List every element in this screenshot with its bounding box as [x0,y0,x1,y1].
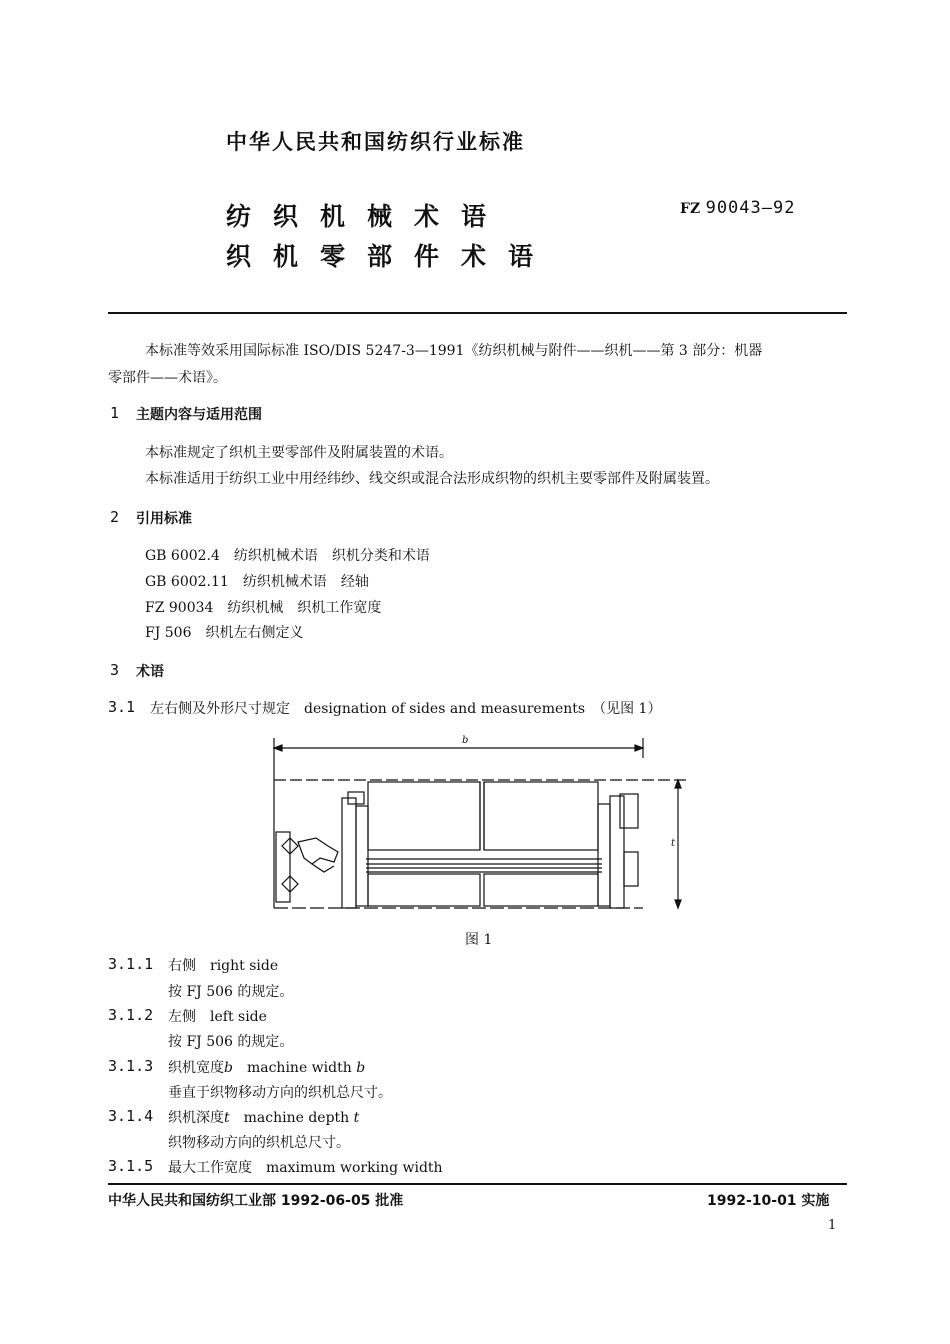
term-zh: 最大工作宽度 [168,1160,252,1176]
standard-prefix: FZ [680,201,701,217]
section3-title: 术语 [136,664,164,680]
implementation-date: 1992-10-01 实施 [707,1193,830,1209]
term-number: 3.1.2 [108,1006,154,1024]
section1-number: 1 [110,404,120,422]
standard-code: 90043—92 [705,198,796,218]
arrow-up-icon [675,780,681,788]
term-definition: 织物移动方向的织机总尺寸。 [168,1135,350,1151]
term-definition: 按 FJ 506 的规定。 [168,1034,294,1050]
term-en: maximum working width [266,1160,443,1176]
document-title-line2: 织机零部件术语 [226,242,556,271]
section1-paragraph1: 本标准规定了织机主要零部件及附属装置的术语。 [145,445,453,461]
reference-item: GB 6002.11 纺织机械术语 经轴 [145,574,369,590]
left-side-frame [342,798,356,908]
term-en: left side [210,1009,267,1025]
dimension-label-b: b [462,735,469,746]
reference-item: FJ 506 织机左右侧定义 [145,625,304,641]
right-side-frame [610,796,624,908]
figure-caption: 图 1 [465,932,493,948]
right-gearbox [620,794,638,828]
term-zh: 织机深度 [168,1110,224,1126]
org-title: 中华人民共和国纺织行业标准 [226,130,525,154]
reference-item: FZ 90034 纺织机械 织机工作宽度 [145,600,382,616]
section1-paragraph2: 本标准适用于纺织工业中用经纬纱、线交织或混合法形成织物的织机主要零部件及附属装置。 [145,471,719,487]
operator-handle [298,838,338,864]
term-heading [168,1157,443,1177]
term-en: right side [210,958,279,974]
upper-beam-left [368,782,480,850]
section3-number: 3 [110,661,120,679]
term-definition: 按 FJ 506 的规定。 [168,984,294,1000]
term-en: machine depth [243,1110,350,1126]
left-side-frame-inner [356,806,368,906]
upper-beam-right [484,782,598,850]
operator-linkage [312,864,334,872]
reference-item: GB 6002.4 纺织机械术语 织机分类和术语 [145,548,430,564]
right-lower-housing [624,852,638,886]
term-heading [168,1057,365,1077]
section2-title: 引用标准 [136,511,192,527]
lower-beam-left [368,874,480,906]
term-number: 3.1.5 [108,1157,154,1175]
term-en: machine width [246,1060,352,1076]
term-number: 3.1.1 [108,955,154,973]
term-number: 3.1.3 [108,1057,154,1075]
term-heading [168,1107,359,1127]
header-rule [108,312,847,314]
clause-3-1-number: 3.1 [108,698,136,716]
term-heading [168,955,278,975]
term-number: 3.1.4 [108,1107,154,1125]
approval-line: 中华人民共和国纺织工业部 1992-06-05 批准 [108,1193,404,1209]
standard-number [680,198,795,218]
arrow-left-icon [274,745,282,751]
section2-number: 2 [110,508,120,526]
term-zh: 织机宽度 [168,1060,224,1076]
section1-title: 主题内容与适用范围 [136,407,262,423]
term-symbol: b [356,1060,366,1076]
document-title-line1: 纺织机械术语 [226,202,509,231]
intro-line1: 本标准等效采用国际标准 ISO/DIS 5247-3—1991《纺织机械与附件——织机——第 3 部分：机器 [145,343,763,359]
term-symbol: b [224,1060,233,1076]
arrow-right-icon [635,745,643,751]
term-definition: 垂直于织物移动方向的织机总尺寸。 [168,1085,392,1101]
term-symbol: t [224,1110,230,1126]
term-zh: 右侧 [168,958,196,974]
intro-line2: 零部件——术语》。 [108,370,227,386]
lower-beam-right [484,874,598,906]
right-side-frame-inner [598,804,610,906]
term-symbol: t [353,1110,360,1126]
page-number: 1 [828,1218,837,1233]
term-zh: 左侧 [168,1009,196,1025]
left-control-panel [276,832,290,902]
arrow-down-icon [675,900,681,908]
footer-rule [108,1183,847,1185]
dimension-label-t: t [671,838,676,849]
clause-3-1-text: 左右侧及外形尺寸规定 designation of sides and measurements （见图 1） [150,701,662,717]
loom-diagram [268,734,688,914]
term-heading [168,1006,267,1026]
